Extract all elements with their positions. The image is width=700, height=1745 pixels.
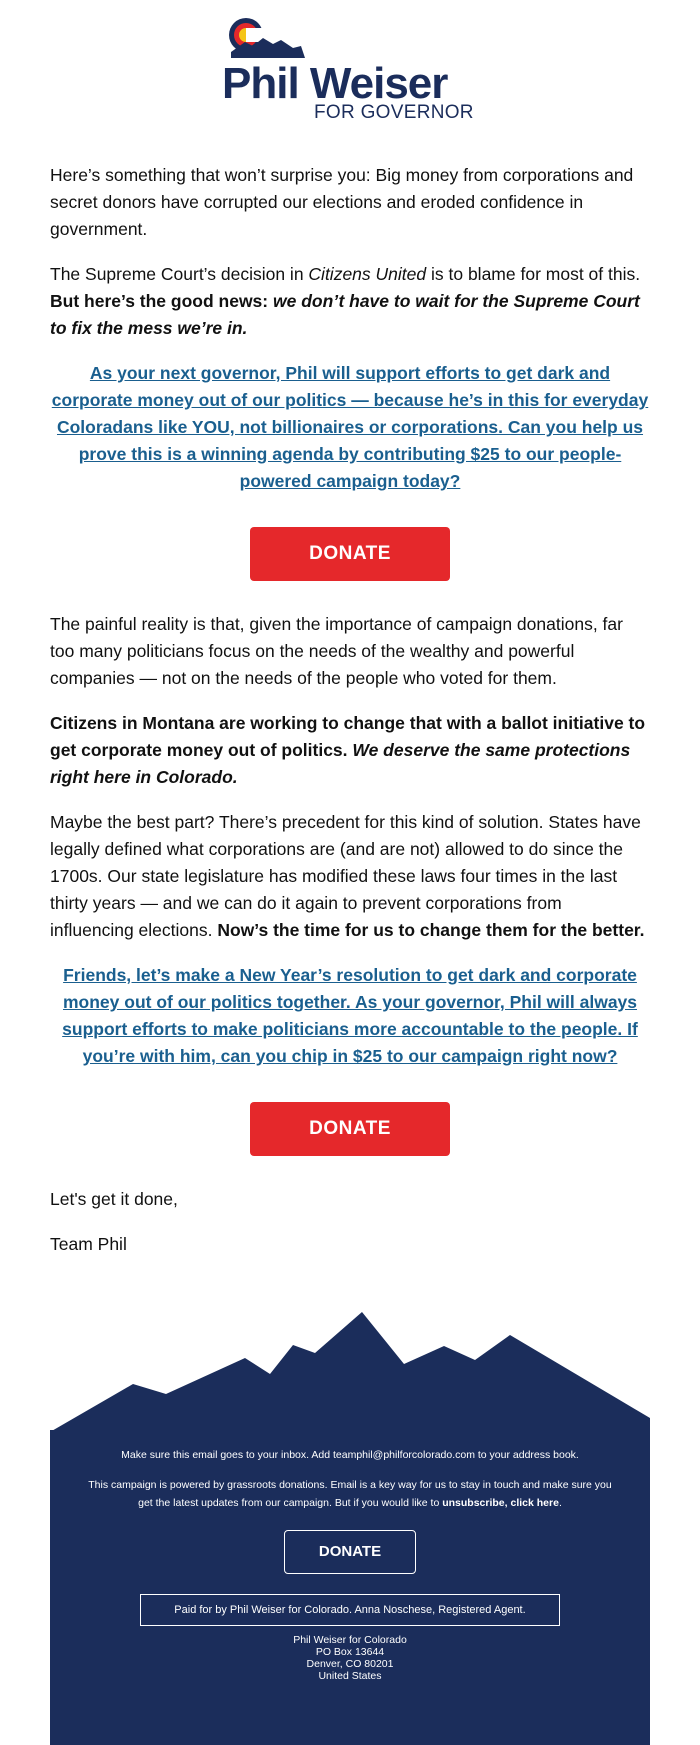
inbox-note: Make sure this email goes to your inbox. Add teamphil@philforcolorado.com to your address book.	[121, 1449, 579, 1461]
footer-panel	[50, 1430, 650, 1745]
colorado-flag-mountain-icon	[227, 16, 307, 58]
donation-link-2[interactable]: Friends, let’s make a New Year’s resolution to get dark and corporate money out of our politics together. As your governor, Phil will always support efforts to make politicians more accountable to the people. If you’re with him, can you chip in $25 to our campaign right now?	[62, 965, 638, 1066]
logo-name: Phil Weiser	[222, 59, 448, 108]
donate-button-1[interactable]: DONATE	[250, 527, 450, 581]
donation-appeal-1	[50, 360, 650, 495]
paragraph-montana: Citizens in Montana are working to change that with a ballot initiative to get corporate money out of politics. We deserve the same protections right here in Colorado.	[50, 713, 646, 787]
paragraph-intro: Here’s something that won’t surprise you: Big money from corporations and secret donors have corrupted our elections and eroded confidence in government.	[50, 165, 634, 239]
footer	[50, 1312, 650, 1745]
signoff: Let's get it done,	[50, 1189, 178, 1209]
donation-link-1[interactable]: As your next governor, Phil will support efforts to get dark and corporate money out of our politics — because he’s in this for everyday Coloradans like YOU, not billionaires or corporations. Can you help us prove this is a winning agenda by contributing $25 to our people-powered campaign today?	[51, 363, 649, 491]
logo-subtitle: FOR GOVERNOR	[314, 102, 474, 123]
email-body	[50, 162, 650, 1276]
paragraph-supreme-court: The Supreme Court’s decision in Citizens United is to blame for most of this. But here’s the good news: we don’t have to wait for the Supreme Court to fix the mess we’re in.	[50, 264, 641, 338]
mountain-silhouette-icon	[50, 1312, 650, 1434]
paid-for-disclaimer: Paid for by Phil Weiser for Colorado. Anna Noschese, Registered Agent.	[140, 1594, 560, 1626]
mailing-address: Phil Weiser for Colorado PO Box 13644 Denver, CO 80201 United States	[293, 1634, 407, 1682]
paragraph-painful-reality: The painful reality is that, given the importance of campaign donations, far too many politicians focus on the needs of the wealthy and powerful companies — not on the needs of the people who voted for them.	[50, 614, 623, 688]
unsubscribe-link[interactable]: unsubscribe, click here	[442, 1497, 559, 1509]
donate-button-2[interactable]: DONATE	[250, 1102, 450, 1156]
footer-donate-button[interactable]: DONATE	[284, 1530, 416, 1574]
signature: Team Phil	[50, 1234, 127, 1254]
campaign-logo	[0, 14, 700, 124]
grassroots-note: This campaign is powered by grassroots donations. Email is a key way for us to stay in touch and make sure you get the latest updates from our campaign. But if you would like to unsubscribe, click here.	[88, 1479, 612, 1509]
paragraph-precedent: Maybe the best part? There’s precedent for this kind of solution. States have legally defined what corporations are (and are not) allowed to do since the 1700s. Our state legislature has modified these laws four times in the last thirty years — and we can do it again to prevent corporations from influencing elections. Now’s the time for us to change them for the better.	[50, 812, 645, 940]
donation-appeal-2	[50, 962, 650, 1070]
